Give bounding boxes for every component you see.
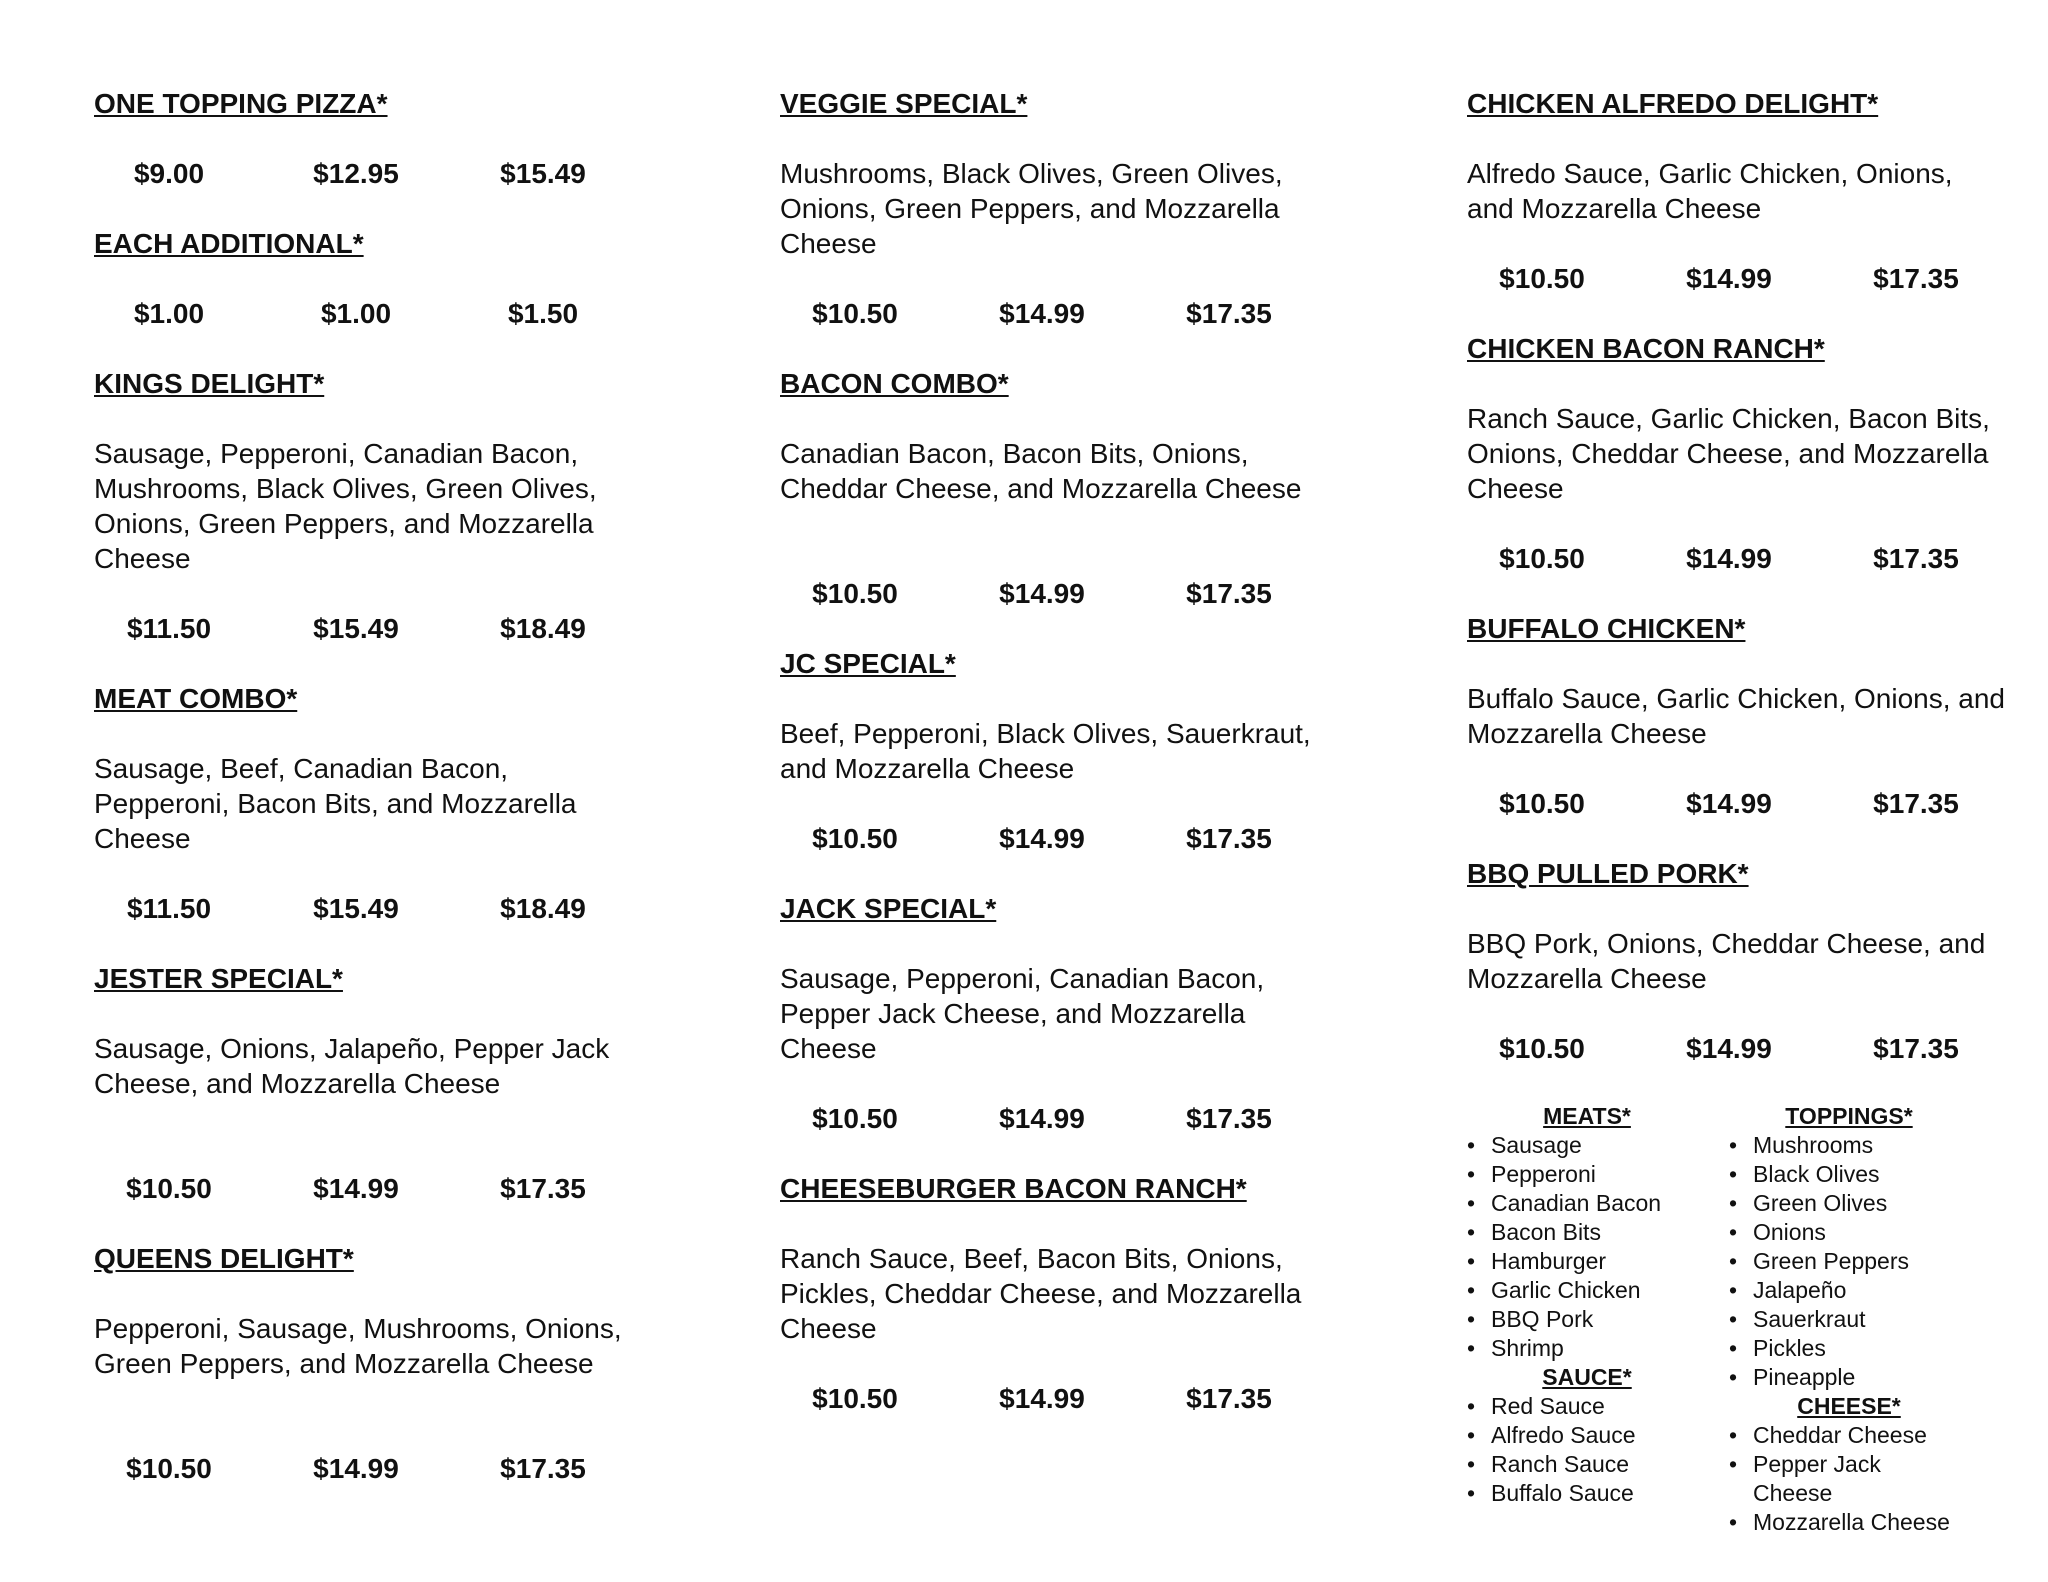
item-title: JC SPECIAL*: [780, 648, 956, 679]
list-item: [1729, 1305, 2029, 1334]
price-small: $9.00: [133, 158, 205, 189]
list-item-label: Ranch Sauce: [1491, 1451, 1630, 1477]
list-item-label: Bacon Bits: [1491, 1219, 1601, 1245]
bullet-icon: •: [1467, 1248, 1476, 1274]
item-title: BUFFALO CHICKEN*: [1467, 613, 1746, 644]
price-large: $18.49: [500, 893, 586, 924]
bullet-icon: •: [1729, 1161, 1738, 1187]
list-item: [1467, 1276, 1727, 1305]
list-item: [1467, 1479, 1727, 1508]
list-item: [1729, 1131, 2029, 1160]
price-large: $17.35: [1186, 298, 1272, 329]
ingredients-list-right: [1729, 1102, 2029, 1537]
price-small: $10.50: [1499, 263, 1585, 294]
bullet-icon: •: [1729, 1248, 1738, 1274]
item-description: Ranch Sauce, Beef, Bacon Bits, Onions, Pickles, Cheddar Cheese, and Mozzarella Cheese: [780, 1243, 1302, 1344]
price-medium: $14.99: [1686, 263, 1772, 294]
bullet-icon: •: [1467, 1132, 1476, 1158]
list-item: [1729, 1450, 1893, 1508]
list-item-label: Buffalo Sauce: [1491, 1480, 1634, 1506]
list-item-label: Red Sauce: [1491, 1393, 1605, 1419]
price-large: $17.35: [1186, 1383, 1272, 1414]
list-item-label: Sauerkraut: [1753, 1306, 1866, 1332]
price-medium: $1.00: [320, 298, 392, 329]
price-large: $17.35: [1873, 788, 1959, 819]
list-item: [1729, 1160, 2029, 1189]
price-medium: $14.99: [999, 1103, 1085, 1134]
list-item: [1729, 1189, 2029, 1218]
list-item-label: Pepperoni: [1491, 1161, 1596, 1187]
bullet-icon: •: [1729, 1306, 1738, 1332]
item-description: Ranch Sauce, Garlic Chicken, Bacon Bits, Onions, Cheddar Cheese, and Mozzarella Cheese: [1467, 403, 1990, 504]
item-description: Canadian Bacon, Bacon Bits, Onions, Cheddar Cheese, and Mozzarella Cheese: [780, 438, 1302, 504]
price-large: $17.35: [1186, 578, 1272, 609]
item-title: CHICKEN ALFREDO DELIGHT*: [1467, 88, 1879, 119]
price-medium: $14.99: [313, 1453, 399, 1484]
item-title: BBQ PULLED PORK*: [1467, 858, 1749, 889]
item-description: Buffalo Sauce, Garlic Chicken, Onions, and Mozzarella Cheese: [1467, 683, 2006, 749]
item-title: QUEENS DELIGHT*: [94, 1243, 354, 1274]
list-item-label: Pepper Jack Cheese: [1753, 1451, 1881, 1506]
bullet-icon: •: [1729, 1509, 1738, 1535]
price-small: $1.00: [133, 298, 205, 329]
price-small: $10.50: [1499, 788, 1585, 819]
list-item: [1729, 1247, 2029, 1276]
item-title: JACK SPECIAL*: [780, 893, 997, 924]
price-medium: $15.49: [313, 893, 399, 924]
toppings-heading: TOPPINGS*: [1785, 1103, 1913, 1129]
bullet-icon: •: [1729, 1422, 1738, 1448]
price-small: $10.50: [126, 1173, 212, 1204]
list-item: [1729, 1334, 2029, 1363]
price-small: $10.50: [812, 298, 898, 329]
bullet-icon: •: [1467, 1277, 1476, 1303]
item-description: Alfredo Sauce, Garlic Chicken, Onions, and Mozzarella Cheese: [1467, 158, 1953, 224]
price-medium: $14.99: [999, 578, 1085, 609]
list-item-label: Shrimp: [1491, 1335, 1564, 1361]
price-medium: $14.99: [999, 823, 1085, 854]
item-description: Sausage, Pepperoni, Canadian Bacon, Mushrooms, Black Olives, Green Olives, Onions, Green Peppers, and Mozzarella Cheese: [94, 438, 597, 574]
price-small: $11.50: [126, 613, 212, 644]
bullet-icon: •: [1467, 1219, 1476, 1245]
item-description: Sausage, Onions, Jalapeño, Pepper Jack Cheese, and Mozzarella Cheese: [94, 1033, 610, 1099]
list-item: [1467, 1421, 1727, 1450]
bullet-icon: •: [1467, 1190, 1476, 1216]
price-small: $11.50: [126, 893, 212, 924]
price-large: $17.35: [1873, 1033, 1959, 1064]
bullet-icon: •: [1467, 1393, 1476, 1419]
bullet-icon: •: [1729, 1132, 1738, 1158]
price-medium: $15.49: [313, 613, 399, 644]
price-large: $18.49: [500, 613, 586, 644]
list-item: [1467, 1392, 1727, 1421]
list-item-label: Jalapeño: [1753, 1277, 1847, 1303]
item-title: CHICKEN BACON RANCH*: [1467, 333, 1825, 364]
item-title: EACH ADDITIONAL*: [94, 228, 364, 259]
price-large: $1.50: [507, 298, 579, 329]
bullet-icon: •: [1729, 1335, 1738, 1361]
price-large: $17.35: [500, 1453, 586, 1484]
meats-heading: MEATS*: [1543, 1103, 1631, 1129]
price-large: $15.49: [500, 158, 586, 189]
ingredients-list-left: [1467, 1102, 1727, 1508]
bullet-icon: •: [1467, 1161, 1476, 1187]
item-title: JESTER SPECIAL*: [94, 963, 343, 994]
price-large: $17.35: [1186, 823, 1272, 854]
item-title: BACON COMBO*: [780, 368, 1009, 399]
list-item-label: Mushrooms: [1753, 1132, 1874, 1158]
list-item-label: Alfredo Sauce: [1491, 1422, 1636, 1448]
list-item: [1729, 1508, 2029, 1537]
bullet-icon: •: [1729, 1364, 1738, 1390]
price-medium: $14.99: [999, 298, 1085, 329]
item-description: BBQ Pork, Onions, Cheddar Cheese, and Mozzarella Cheese: [1467, 928, 1986, 994]
item-title: MEAT COMBO*: [94, 683, 298, 714]
price-small: $10.50: [1499, 543, 1585, 574]
item-description: Mushrooms, Black Olives, Green Olives, Onions, Green Peppers, and Mozzarella Cheese: [780, 158, 1283, 259]
list-item: [1467, 1218, 1727, 1247]
list-item-label: Black Olives: [1753, 1161, 1880, 1187]
list-item-label: BBQ Pork: [1491, 1306, 1594, 1332]
item-title: VEGGIE SPECIAL*: [780, 88, 1028, 119]
price-small: $10.50: [812, 578, 898, 609]
bullet-icon: •: [1729, 1451, 1738, 1477]
price-medium: $14.99: [1686, 543, 1772, 574]
bullet-icon: •: [1467, 1451, 1476, 1477]
list-item: [1467, 1189, 1727, 1218]
item-description: Sausage, Beef, Canadian Bacon, Pepperoni, Bacon Bits, and Mozzarella Cheese: [94, 753, 577, 854]
list-item: [1467, 1334, 1727, 1363]
list-item: [1729, 1363, 2029, 1392]
item-title: CHEESEBURGER BACON RANCH*: [780, 1173, 1247, 1204]
price-small: $10.50: [1499, 1033, 1585, 1064]
list-item-label: Green Olives: [1753, 1190, 1888, 1216]
item-description: Pepperoni, Sausage, Mushrooms, Onions, Green Peppers, and Mozzarella Cheese: [94, 1313, 622, 1379]
list-item: [1467, 1131, 1727, 1160]
item-description: Beef, Pepperoni, Black Olives, Sauerkraut, and Mozzarella Cheese: [780, 718, 1311, 784]
item-title: ONE TOPPING PIZZA*: [94, 88, 388, 119]
list-item-label: Garlic Chicken: [1491, 1277, 1641, 1303]
price-medium: $14.99: [999, 1383, 1085, 1414]
price-medium: $14.99: [1686, 788, 1772, 819]
list-item: [1467, 1305, 1727, 1334]
list-item: [1467, 1247, 1727, 1276]
list-item: [1467, 1160, 1727, 1189]
price-small: $10.50: [812, 823, 898, 854]
sauce-heading: SAUCE*: [1542, 1364, 1632, 1390]
list-item: [1729, 1276, 2029, 1305]
bullet-icon: •: [1729, 1219, 1738, 1245]
bullet-icon: •: [1467, 1422, 1476, 1448]
bullet-icon: •: [1729, 1277, 1738, 1303]
list-item-label: Mozzarella Cheese: [1753, 1509, 1950, 1535]
list-item-label: Canadian Bacon: [1491, 1190, 1662, 1216]
item-title: KINGS DELIGHT*: [94, 368, 325, 399]
list-item-label: Sausage: [1491, 1132, 1582, 1158]
list-item-label: Onions: [1753, 1219, 1826, 1245]
cheese-heading: CHEESE*: [1797, 1393, 1901, 1419]
price-large: $17.35: [1186, 1103, 1272, 1134]
price-small: $10.50: [812, 1103, 898, 1134]
list-item-label: Green Peppers: [1753, 1248, 1909, 1274]
bullet-icon: •: [1729, 1190, 1738, 1216]
list-item: [1467, 1450, 1727, 1479]
price-large: $17.35: [1873, 263, 1959, 294]
list-item-label: Pickles: [1753, 1335, 1826, 1361]
price-medium: $14.99: [313, 1173, 399, 1204]
price-large: $17.35: [1873, 543, 1959, 574]
list-item: [1729, 1218, 2029, 1247]
price-small: $10.50: [126, 1453, 212, 1484]
price-small: $10.50: [812, 1383, 898, 1414]
list-item-label: Pineapple: [1753, 1364, 1856, 1390]
item-description: Sausage, Pepperoni, Canadian Bacon, Pepper Jack Cheese, and Mozzarella Cheese: [780, 963, 1265, 1064]
bullet-icon: •: [1467, 1306, 1476, 1332]
list-item: [1729, 1421, 2029, 1450]
price-medium: $14.99: [1686, 1033, 1772, 1064]
price-large: $17.35: [500, 1173, 586, 1204]
list-item-label: Hamburger: [1491, 1248, 1607, 1274]
list-item-label: Cheddar Cheese: [1753, 1422, 1927, 1448]
bullet-icon: •: [1467, 1335, 1476, 1361]
bullet-icon: •: [1467, 1480, 1476, 1506]
price-medium: $12.95: [313, 158, 399, 189]
